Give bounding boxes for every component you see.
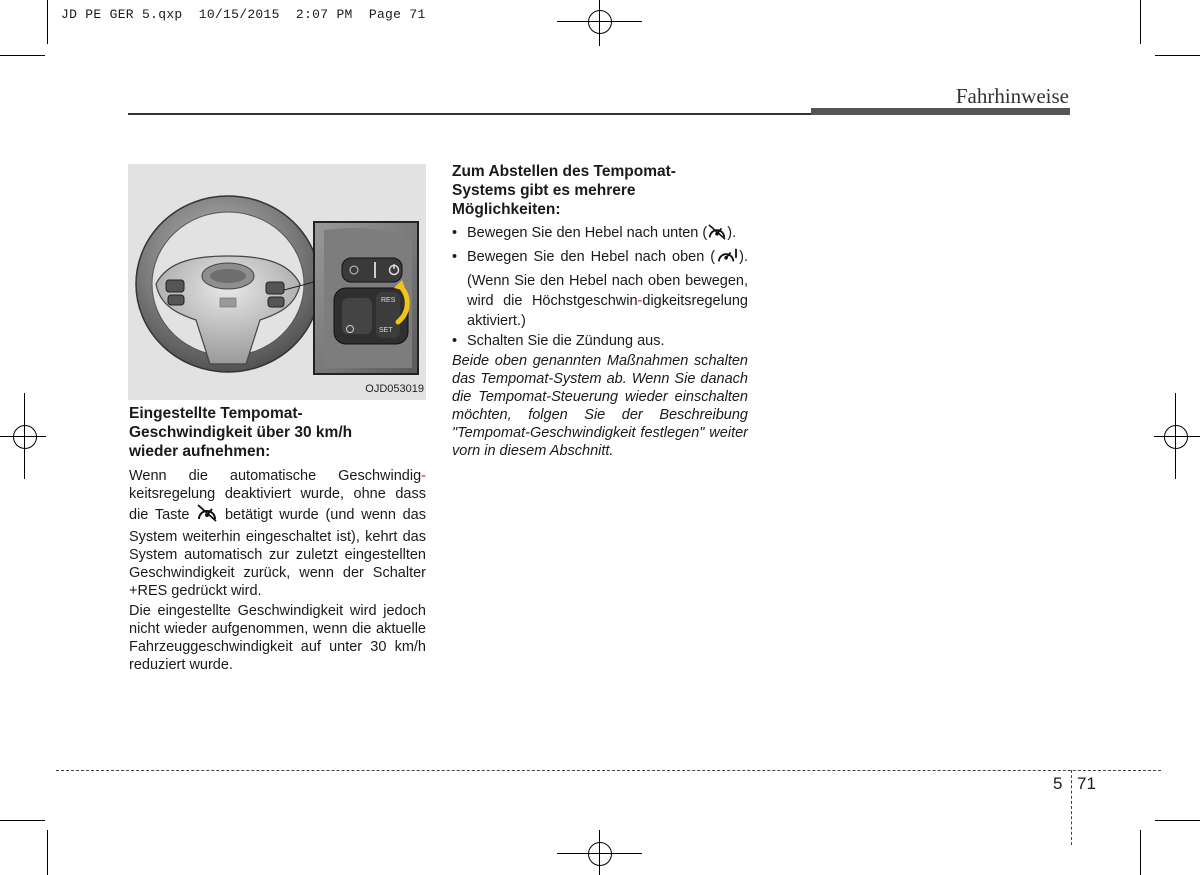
list-item: • Bewegen Sie den Hebel nach unten ( ). (452, 223, 748, 247)
left-heading-line-1: Eingestellte Tempomat- (129, 405, 303, 422)
mid-heading-line-2: Systems gibt es mehrere (452, 182, 636, 199)
page-number: 71 (1077, 774, 1096, 793)
header-rule (128, 113, 811, 115)
left-paragraph-1: Wenn die automatische Geschwindig-keitsregelung deaktiviert wurde, ohne dass die Taste betätigt wurde (und wenn das System weiterhin eingeschaltet ist), kehrt das System automatisch zur zuletzt eingestellten Geschwindigkeit zurück, wenn der Schalter +RES gedrückt wird. (129, 468, 426, 599)
print-slug: JD PE GER 5.qxp 10/15/2015 2:07 PM Page 71 (61, 7, 426, 22)
steering-wheel-figure (128, 164, 426, 400)
note-paragraph: Beide oben genannten Maßnahmen schalten das Tempomat-System ab. Wenn Sie danach die Tempomat-Steuerung wieder einschalten möchten, folgen Sie der Beschreibung "Tempomat-Geschwindigkeit festlegen" weiter vorn in diesem Abschnitt. (452, 353, 748, 459)
left-column (129, 404, 426, 674)
section-title: Fahrhinweise (955, 84, 1069, 108)
cruise-cancel-icon (196, 503, 218, 528)
left-heading-line-3: wieder aufnehmen: (129, 443, 271, 460)
chapter-number: 5 (1053, 774, 1063, 793)
figure-code: OJD053019 (365, 383, 424, 395)
list-item: • Bewegen Sie den Hebel nach oben ( ). (Wenn Sie den Hebel nach oben bewegen, wird die Höchstgeschwin-digkeitsregelung aktiviert.) (452, 247, 748, 331)
res-label: RES (381, 297, 396, 304)
cancel-methods-list (452, 223, 748, 351)
steering-wheel-illustration (128, 164, 426, 400)
footer-divider (1071, 770, 1072, 845)
mid-column (452, 162, 748, 460)
mid-heading (452, 162, 748, 219)
cruise-cancel-icon (707, 223, 727, 247)
header-rule-accent (811, 108, 1070, 115)
mid-heading-line-1: Zum Abstellen des Tempomat- (452, 163, 676, 180)
left-heading (129, 404, 426, 461)
left-heading-line-2: Geschwindigkeit über 30 km/h (129, 424, 353, 441)
list-item: • Schalten Sie die Zündung aus. (452, 331, 748, 351)
footer-rule (56, 770, 1161, 771)
set-label: SET (379, 327, 393, 334)
mid-heading-line-3: Möglichkeiten: (452, 201, 561, 218)
speed-limiter-icon (715, 247, 739, 271)
left-paragraph-2: Die eingestellte Geschwindigkeit wird jedoch nicht wieder aufgenommen, wenn die aktuelle Fahrzeuggeschwindigkeit auf unter 30 km/h reduziert wurde. (129, 603, 426, 673)
